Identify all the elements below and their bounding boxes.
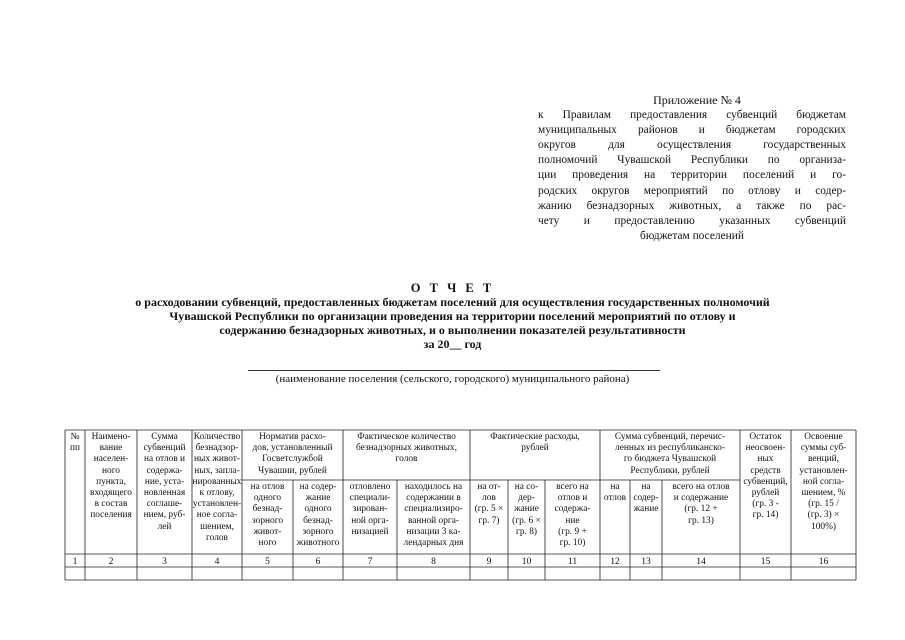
header-col-12: на отлов	[603, 482, 627, 504]
appendix-last-line: бюджетам поселений	[640, 229, 744, 242]
header-col-10: на со- дер- жание (гр. 6 × гр. 8)	[512, 482, 541, 537]
header-col-11: всего на отлов и содержа- ние (гр. 9 + гр. 10)	[554, 482, 591, 549]
report-subtitle-line: Чувашской Республики по организации проведения на территории поселений мероприятий по отлову и	[169, 309, 736, 323]
column-number: 12	[610, 556, 620, 567]
header-norm-group: Норматив расхо- дов, установленный Госветслужбой Чувашии, рублей	[252, 432, 333, 476]
column-number: 8	[431, 556, 436, 567]
header-col-14: всего на отлов и содержание (гр. 12 + гр. 13)	[672, 482, 730, 526]
header-col-7: отловлено специали- зирован- ной орга- низацией	[349, 482, 391, 537]
appendix-line: чету и предоставлению указанных субвенций	[538, 214, 846, 227]
header-subvention-group: Сумма субвенций, перечис- ленных из республиканско- го бюджета Чувашской Республики, рублей	[614, 432, 726, 476]
appendix-line: жанию безнадзорных животных, а также по рас-	[538, 199, 846, 212]
column-number: 1	[72, 556, 78, 567]
column-number: 5	[265, 556, 270, 567]
header-col-3: Сумма субвенций на отлов и содержа- ние, уста- новленная соглаше- нием, руб- лей	[143, 432, 186, 532]
header-fact-expenses-group: Фактические расходы, рублей	[490, 432, 580, 454]
header-col-13: на содер- жание	[633, 482, 659, 515]
appendix-line: округов для осуществления государственных	[538, 139, 846, 152]
column-number: 16	[818, 556, 829, 567]
column-number: 3	[162, 556, 167, 567]
header-fact-count-group: Фактическое количество безнадзорных животных, голов	[356, 432, 457, 465]
appendix-line: к Правилам предоставления субвенций бюджетам	[538, 109, 846, 122]
column-number: 10	[521, 556, 532, 567]
header-col-15: Остаток неосвоен- ных средств субвенций, рублей (гр. 3 - гр. 14)	[743, 432, 788, 521]
column-number: 7	[367, 556, 373, 567]
header-col-16: Освоение суммы суб- венций, установлен- ной согла- шением, % (гр. 15 / (гр. 3) × 100%)	[799, 432, 848, 532]
header-col-4: Количество безнадзор- ных живот- ных, запла- нированных к отлову, установлен- ное согла- шением, голов	[192, 432, 242, 543]
column-number: 2	[108, 556, 114, 567]
report-title: О Т Ч Е Т	[410, 281, 495, 295]
header-col-2: Наимено- вание населен- ного пункта, входящего в состав поселения	[90, 432, 132, 521]
column-number: 15	[760, 556, 771, 567]
header-col-8: находилось на содержании в специализиро- ванной орга- низации 3 ка- лендарных дня	[403, 482, 464, 549]
appendix-line: муниципальных районов и бюджетам городских	[538, 124, 846, 137]
column-number: 14	[696, 556, 706, 567]
report-subtitle-line: содержанию безнадзорных животных, и о выполнении показателей результативности	[219, 323, 686, 337]
appendix-line: полномочий Чувашской Республики по организа-	[538, 154, 846, 167]
column-number: 4	[214, 556, 220, 567]
column-number: 6	[315, 556, 321, 567]
column-number: 9	[486, 556, 492, 567]
settlement-name-caption: (наименование поселения (сельского, городского) муниципального района)	[275, 373, 630, 385]
report-subtitle-line: о расходовании субвенций, предоставленных бюджетам поселений для осуществления государственных полномочий	[135, 295, 770, 309]
header-col-1: № пп	[69, 432, 81, 454]
header-col-5: на отлов одного безнад- зорного живот- ного	[250, 482, 285, 549]
appendix-line: родских округов мероприятий по отлову и содер-	[538, 184, 846, 197]
appendix-line: ции проведения на территории поселений и го-	[538, 169, 846, 182]
column-number: 13	[641, 556, 651, 567]
header-col-9: на от- лов (гр. 5 × гр. 7)	[474, 482, 504, 526]
appendix-heading: Приложение № 4	[653, 93, 741, 107]
column-number: 11	[567, 556, 578, 567]
header-col-6: на содер- жание одного безнад- зорного животного	[296, 482, 340, 549]
report-period: за 20__ год	[423, 337, 482, 351]
